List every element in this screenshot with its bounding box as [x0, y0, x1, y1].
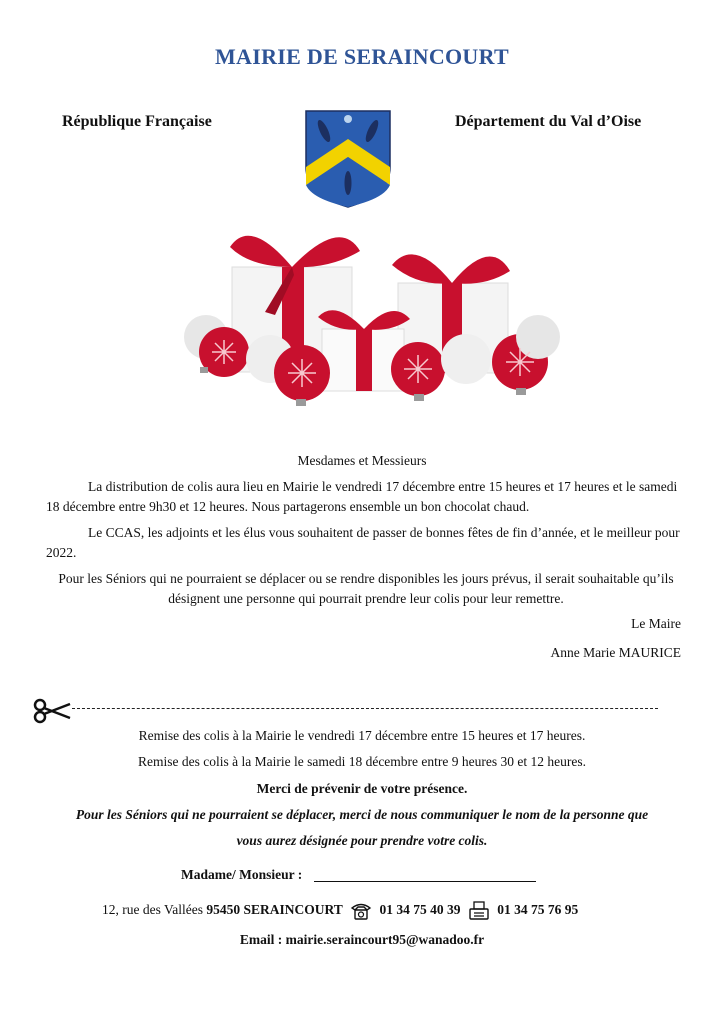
coupon-seniors-line1: Pour les Séniors qui ne pourraient se déplacer, merci de nous communiquer le nom de la personne que [75, 807, 649, 822]
coat-of-arms-icon [304, 109, 392, 209]
signature-name: Anne Marie MAURICE [550, 645, 681, 660]
fax-number: 01 34 75 76 95 [497, 902, 579, 917]
paragraph-seniors: Pour les Séniors qui ne pourraient se déplacer ou se rendre disponibles les jours prévus, il serait souhaitable qu’ils désignent une personne qui pourrait prendre leur colis pour leur remettre. [58, 571, 674, 606]
header-right: Département du Val d’Oise [455, 113, 642, 130]
coupon-friday: Remise des colis à la Mairie le vendredi 17 décembre entre 15 heures et 17 heures. [138, 728, 586, 743]
paragraph-wishes: Le CCAS, les adjoints et les élus vous souhaitent de passer de bonnes fêtes de fin d’année, et le meilleur pour 2022. [46, 525, 680, 560]
fax-icon [468, 901, 490, 921]
scissors-icon [32, 698, 72, 724]
madame-label: Madame/ Monsieur : [181, 867, 303, 882]
gifts-illustration [170, 217, 570, 437]
coupon-seniors-line2: vous aurez désignée pour prendre votre colis. [236, 833, 488, 848]
street: 12, rue des Vallées [102, 902, 203, 917]
page-title: MAIRIE DE SERAINCOURT [214, 44, 509, 69]
postal-city: 95450 SERAINCOURT [206, 902, 343, 917]
phone-number: 01 34 75 40 39 [379, 902, 461, 917]
header-left: République Française [62, 113, 212, 130]
phone-icon [350, 901, 372, 921]
greeting: Mesdames et Messieurs [297, 453, 427, 468]
name-blank-line[interactable] [314, 881, 536, 882]
cut-line [72, 708, 658, 709]
address-line [102, 900, 578, 921]
coupon-notice: Merci de prévenir de votre présence. [256, 781, 468, 796]
signature-role: Le Maire [631, 616, 681, 631]
coupon-saturday: Remise des colis à la Mairie le samedi 18 décembre entre 9 heures 30 et 12 heures. [138, 754, 586, 769]
email[interactable]: Email : mairie.seraincourt95@wanadoo.fr [239, 932, 485, 947]
paragraph-distribution: La distribution de colis aura lieu en Mairie le vendredi 17 décembre entre 15 heures et 17 heures et le samedi 18 décembre entre 9h30 et 12 heures. Nous partagerons ensemble un bon chocolat chaud. [46, 479, 678, 514]
